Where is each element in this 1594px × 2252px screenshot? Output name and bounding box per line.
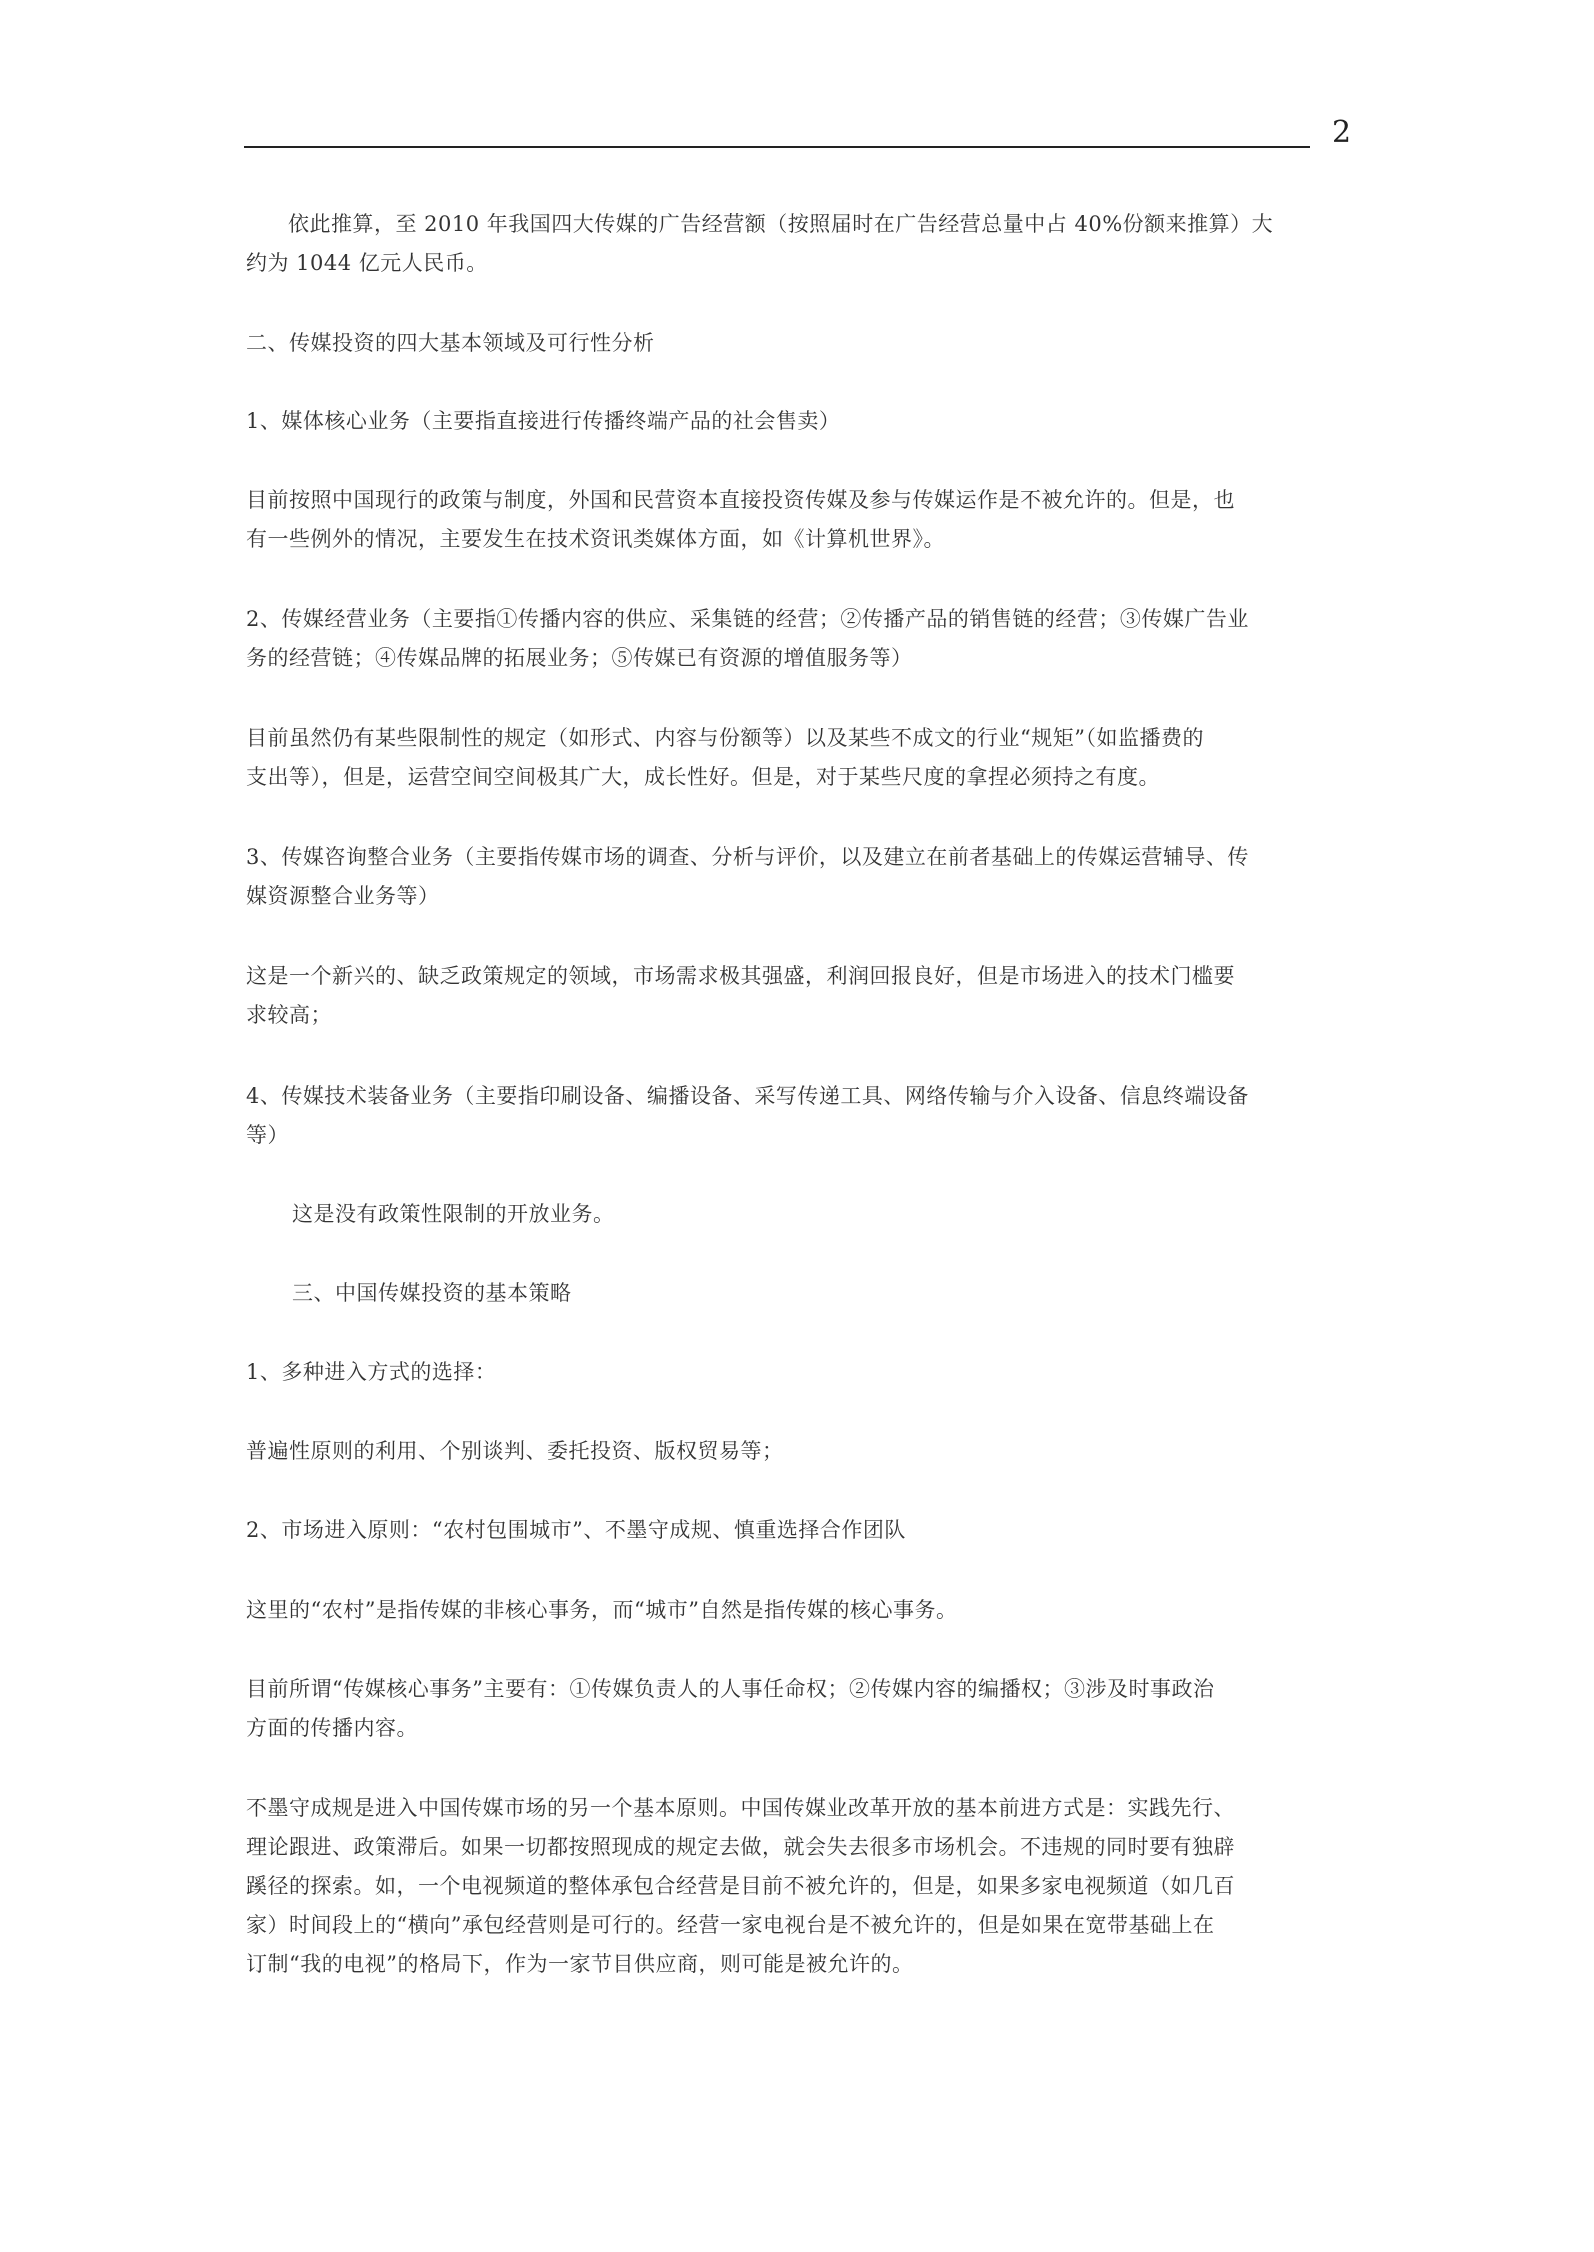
item-heading-3 — [246, 838, 1356, 916]
header-rule — [244, 146, 1310, 148]
text-line: 求较高； — [246, 1003, 332, 1027]
text-line: 目前虽然仍有某些限制性的规定（如形式、内容与份额等）以及某些不成文的行业“规矩”（如监播费的 — [246, 726, 1204, 750]
text-line: 约为 1044 亿元人民币。 — [246, 251, 488, 275]
text-line: 这是一个新兴的、缺乏政策规定的领域，市场需求极其强盛，利润回报良好，但是市场进入的技术门槛要 — [246, 964, 1235, 988]
text-line: 2、市场进入原则：“农村包围城市”、不墨守成规、慎重选择合作团队 — [246, 1518, 906, 1542]
text-line: 等） — [246, 1123, 289, 1147]
paragraph-open-business — [292, 1195, 1402, 1234]
text-line: 4、传媒技术装备业务（主要指印刷设备、编播设备、采写传递工具、网络传输与介入设备、信息终端设备 — [246, 1084, 1249, 1108]
text-line: 1、多种进入方式的选择： — [246, 1360, 497, 1384]
text-line: 二、传媒投资的四大基本领域及可行性分析 — [246, 331, 655, 355]
paragraph-core-affairs — [246, 1670, 1356, 1748]
page-number: 2 — [1332, 115, 1352, 150]
item-heading-1 — [246, 402, 1356, 441]
text-line: 普遍性原则的利用、个别谈判、委托投资、版权贸易等； — [246, 1439, 784, 1463]
text-line: 支出等），但是，运营空间空间极其广大，成长性好。但是，对于某些尺度的拿捏必须持之有度。 — [246, 765, 1160, 789]
text-line: 依此推算，至 2010 年我国四大传媒的广告经营额（按照届时在广告经营总量中占 40%份额来推算）大 — [288, 212, 1274, 236]
item-heading-2 — [246, 600, 1356, 678]
section-heading-3 — [292, 1274, 1402, 1313]
text-line: 方面的传播内容。 — [246, 1716, 418, 1740]
paragraph-operations — [246, 719, 1356, 797]
strategy-heading-1 — [246, 1353, 1356, 1392]
text-line: 不墨守成规是进入中国传媒市场的另一个基本原则。中国传媒业改革开放的基本前进方式是：实践先行、 — [246, 1796, 1235, 1820]
text-line: 3、传媒咨询整合业务（主要指传媒市场的调查、分析与评价，以及建立在前者基础上的传媒运营辅导、传 — [246, 845, 1249, 869]
strategy-heading-2 — [246, 1511, 1356, 1550]
paragraph-rural-urban — [246, 1591, 1356, 1630]
text-line: 三、中国传媒投资的基本策略 — [292, 1281, 572, 1305]
paragraph-unconventional — [246, 1789, 1356, 1984]
paragraph-core-business — [246, 481, 1356, 559]
text-line: 家）时间段上的“横向”承包经营则是可行的。经营一家电视台是不被允许的，但是如果在宽带基础上在 — [246, 1913, 1215, 1937]
text-line: 蹊径的探索。如，一个电视频道的整体承包合经营是目前不被允许的，但是，如果多家电视频道（如几百 — [246, 1874, 1235, 1898]
paragraph-projection — [246, 205, 1356, 283]
text-line: 这是没有政策性限制的开放业务。 — [292, 1202, 615, 1226]
item-heading-4 — [246, 1077, 1356, 1155]
paragraph-consulting — [246, 957, 1356, 1035]
paragraph-entry-methods — [246, 1432, 1356, 1471]
text-line: 务的经营链；④传媒品牌的拓展业务；⑤传媒已有资源的增值服务等） — [246, 646, 913, 670]
text-line: 2、传媒经营业务（主要指①传播内容的供应、采集链的经营；②传播产品的销售链的经营；③传媒广告业 — [246, 607, 1249, 631]
text-line: 1、媒体核心业务（主要指直接进行传播终端产品的社会售卖） — [246, 409, 841, 433]
text-line: 媒资源整合业务等） — [246, 884, 440, 908]
text-line: 理论跟进、政策滞后。如果一切都按照现成的规定去做，就会失去很多市场机会。不违规的同时要有独辟 — [246, 1835, 1235, 1859]
text-line: 这里的“农村”是指传媒的非核心事务，而“城市”自然是指传媒的核心事务。 — [246, 1598, 958, 1622]
text-line: 目前按照中国现行的政策与制度，外国和民营资本直接投资传媒及参与传媒运作是不被允许的。但是，也 — [246, 488, 1235, 512]
text-line: 有一些例外的情况，主要发生在技术资讯类媒体方面，如《计算机世界》。 — [246, 527, 945, 551]
text-line: 订制“我的电视”的格局下，作为一家节目供应商，则可能是被允许的。 — [246, 1952, 914, 1976]
text-line: 目前所谓“传媒核心事务”主要有：①传媒负责人的人事任命权；②传媒内容的编播权；③涉及时事政治 — [246, 1677, 1215, 1701]
section-heading-2 — [246, 324, 1356, 363]
